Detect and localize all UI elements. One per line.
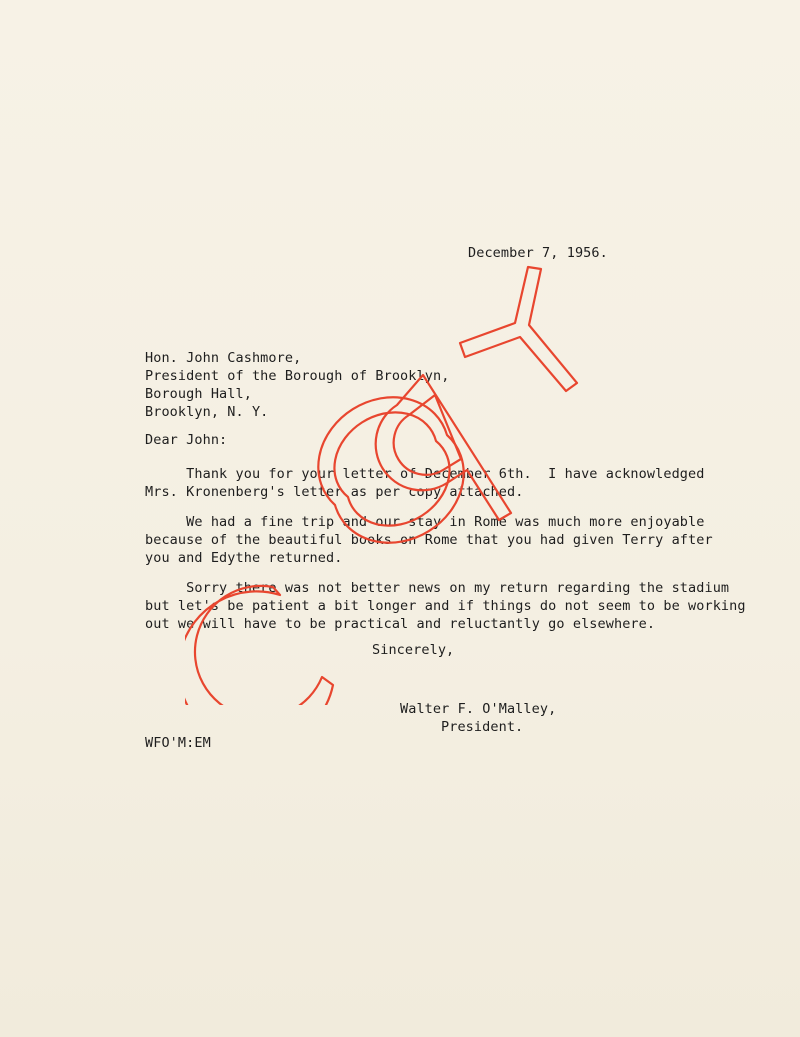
address-line-4: Brooklyn, N. Y. xyxy=(145,404,269,420)
paragraph-3-line-1: Sorry there was not better news on my return regarding the stadium xyxy=(145,580,730,596)
signer-title: President. xyxy=(441,719,524,735)
closing: Sincerely, xyxy=(372,642,455,658)
letter-date: December 7, 1956. xyxy=(468,245,608,261)
paragraph-1-line-1: Thank you for your letter of December 6th. I have acknowledged xyxy=(145,466,705,482)
address-line-3: Borough Hall, xyxy=(145,386,252,402)
paragraph-2-line-1: We had a fine trip and our stay in Rome was much more enjoyable xyxy=(145,514,705,530)
paragraph-2-line-3: you and Edythe returned. xyxy=(145,550,343,566)
typist-initials: WFO'M:EM xyxy=(145,735,211,751)
address-line-2: President of the Borough of Brooklyn, xyxy=(145,368,450,384)
paragraph-2-line-2: because of the beautiful books on Rome that you had given Terry after xyxy=(145,532,713,548)
salutation: Dear John: xyxy=(145,432,228,448)
paragraph-1-line-2: Mrs. Kronenberg's letter as per copy attached. xyxy=(145,484,524,500)
address-line-1: Hon. John Cashmore, xyxy=(145,350,302,366)
paragraph-3-line-2: but let's be patient a bit longer and if things do not seem to be working xyxy=(145,598,746,614)
signer-name: Walter F. O'Malley, xyxy=(400,701,557,717)
paragraph-3-line-3: out we will have to be practical and reluctantly go elsewhere. xyxy=(145,616,656,632)
